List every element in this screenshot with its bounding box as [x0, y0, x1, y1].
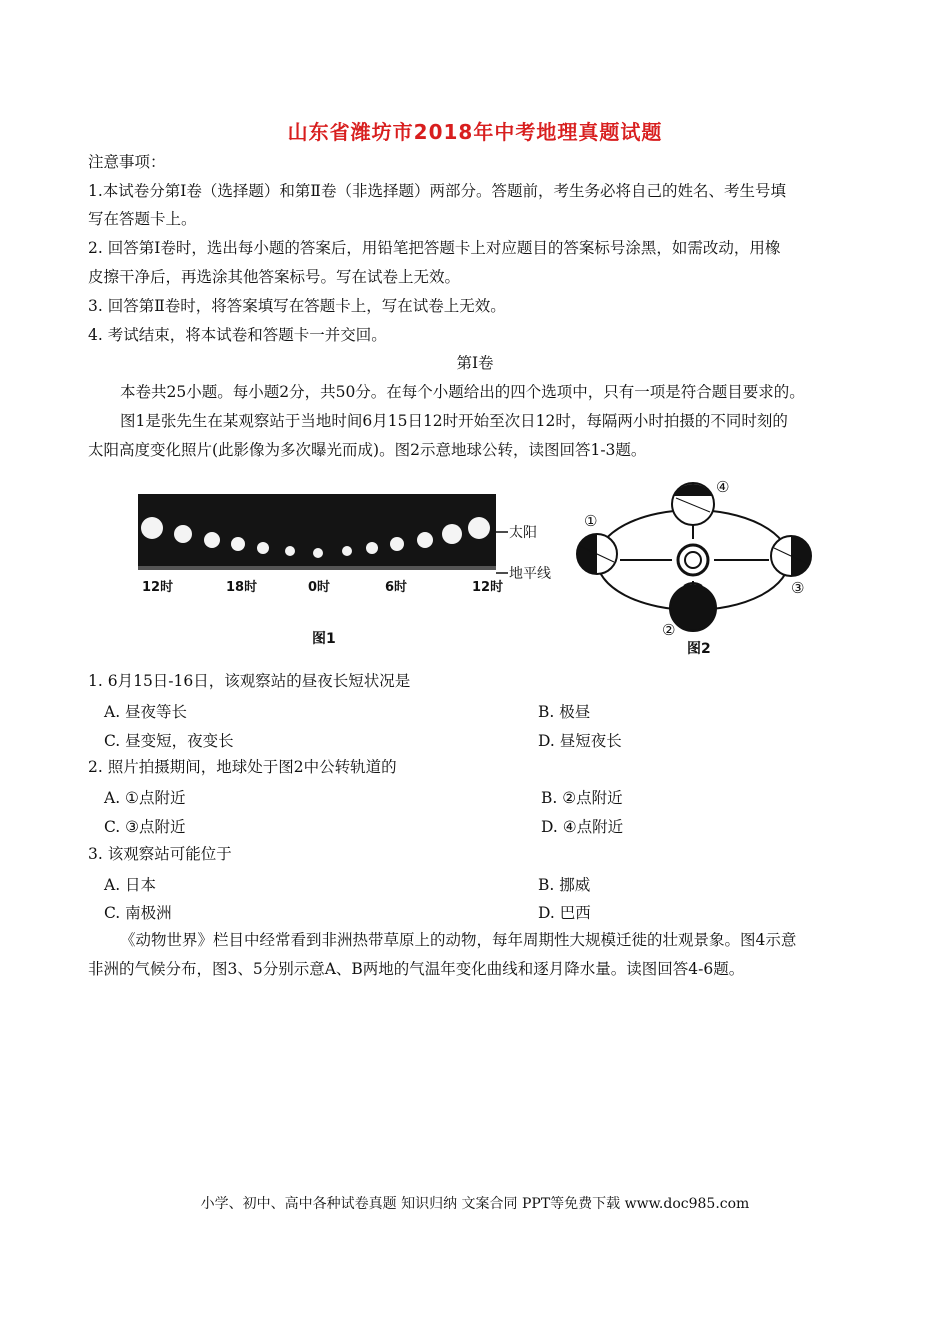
sun-exposure — [257, 542, 269, 554]
figure-1-caption: 图1 — [312, 631, 336, 647]
sun-exposure — [468, 517, 490, 539]
position-label-4: ④ — [716, 478, 730, 496]
question-1-option-c: C. 昼变短，夜变长 — [104, 732, 234, 750]
passage-2: 《动物世界》栏目中经常看到非洲热带草原上的动物，每年周期性大规模迁徙的壮观景象。图4示意 — [120, 931, 797, 949]
figure-1-sun-exposure — [132, 488, 562, 653]
question-3-option-d: D. 巴西 — [538, 904, 591, 922]
sun-exposure — [285, 546, 295, 556]
question-3-stem: 3. 该观察站可能位于 — [88, 845, 232, 863]
position-label-2: ② — [662, 621, 676, 639]
question-1-option-b: B. 极昼 — [538, 703, 591, 721]
question-2-option-d: D. ④点附近 — [541, 818, 624, 836]
sun-exposure — [231, 537, 245, 551]
notice-item-2: 2. 回答第Ⅰ卷时，选出每小题的答案后，用铅笔把答题卡上对应题目的答案标号涂黑，如需改动，用橡 — [88, 239, 781, 257]
question-3-option-c: C. 南极洲 — [104, 904, 172, 922]
section-title: 第Ⅰ卷 — [456, 354, 494, 372]
passage-1-cont: 太阳高度变化照片(此影像为多次曝光而成)。图2示意地球公转，读图回答1-3题。 — [88, 441, 647, 459]
notice-item-3: 3. 回答第Ⅱ卷时，将答案填写在答题卡上，写在试卷上无效。 — [88, 297, 506, 315]
page-title: 山东省潍坊市2018年中考地理真题试题 — [287, 120, 663, 144]
question-2-option-a: A. ①点附近 — [104, 789, 186, 807]
sun-exposure — [204, 532, 220, 548]
page-footer: 小学、初中、高中各种试卷真题 知识归纳 文案合同 PPT等免费下载 www.doc985.com — [200, 1196, 750, 1212]
sun-label: 太阳 — [509, 525, 537, 541]
tick-label: 18时 — [226, 580, 258, 595]
tick-label: 6时 — [385, 580, 408, 595]
notice-heading: 注意事项： — [88, 153, 166, 171]
notice-item-1: 1.本试卷分第Ⅰ卷（选择题）和第Ⅱ卷（非选择题）两部分。答题前，考生务必将自己的姓名、考生号填 — [88, 182, 786, 200]
figure-2-earth-revolution — [572, 476, 834, 660]
notice-item-2-cont: 皮擦干净后，再选涂其他答案标号。写在试卷上无效。 — [88, 268, 461, 286]
sun-exposure — [417, 532, 433, 548]
section-intro: 本卷共25小题。每小题2分，共50分。在每个小题给出的四个选项中，只有一项是符合题目要求的。 — [120, 383, 805, 401]
earth-position-2 — [670, 585, 716, 631]
sun-exposure — [366, 542, 378, 554]
question-2-option-c: C. ③点附近 — [104, 818, 186, 836]
notice-item-1-cont: 写在答题卡上。 — [88, 210, 197, 228]
question-1-stem: 1. 6月15日-16日，该观察站的昼夜长短状况是 — [88, 672, 411, 690]
horizon-label: 地平线 — [509, 566, 551, 582]
sun-exposure — [390, 537, 404, 551]
question-3-option-b: B. 挪威 — [538, 876, 591, 894]
passage-1: 图1是张先生在某观察站于当地时间6月15日12时开始至次日12时，每隔两小时拍摄的不同时刻的 — [120, 412, 788, 430]
position-label-1: ① — [584, 512, 598, 530]
tick-label: 0时 — [308, 580, 331, 595]
question-2-stem: 2. 照片拍摄期间，地球处于图2中公转轨道的 — [88, 758, 397, 776]
notice-item-4: 4. 考试结束，将本试卷和答题卡一并交回。 — [88, 326, 387, 344]
sun-exposure — [342, 546, 352, 556]
sun-exposure — [313, 548, 323, 558]
figure-2-caption: 图2 — [687, 641, 711, 657]
question-2-option-b: B. ②点附近 — [541, 789, 623, 807]
sun-exposure — [442, 524, 462, 544]
question-1-option-d: D. 昼短夜长 — [538, 732, 622, 750]
position-label-3: ③ — [791, 579, 805, 597]
question-1-option-a: A. 昼夜等长 — [104, 703, 188, 721]
sun-exposure — [141, 517, 163, 539]
tick-label: 12时 — [142, 580, 174, 595]
tick-label: 12时 — [472, 580, 504, 595]
sun-exposure — [174, 525, 192, 543]
question-3-option-a: A. 日本 — [104, 876, 157, 894]
passage-2-cont: 非洲的气候分布，图3、5分别示意A、B两地的气温年变化曲线和逐月降水量。读图回答4-6题。 — [88, 960, 745, 978]
